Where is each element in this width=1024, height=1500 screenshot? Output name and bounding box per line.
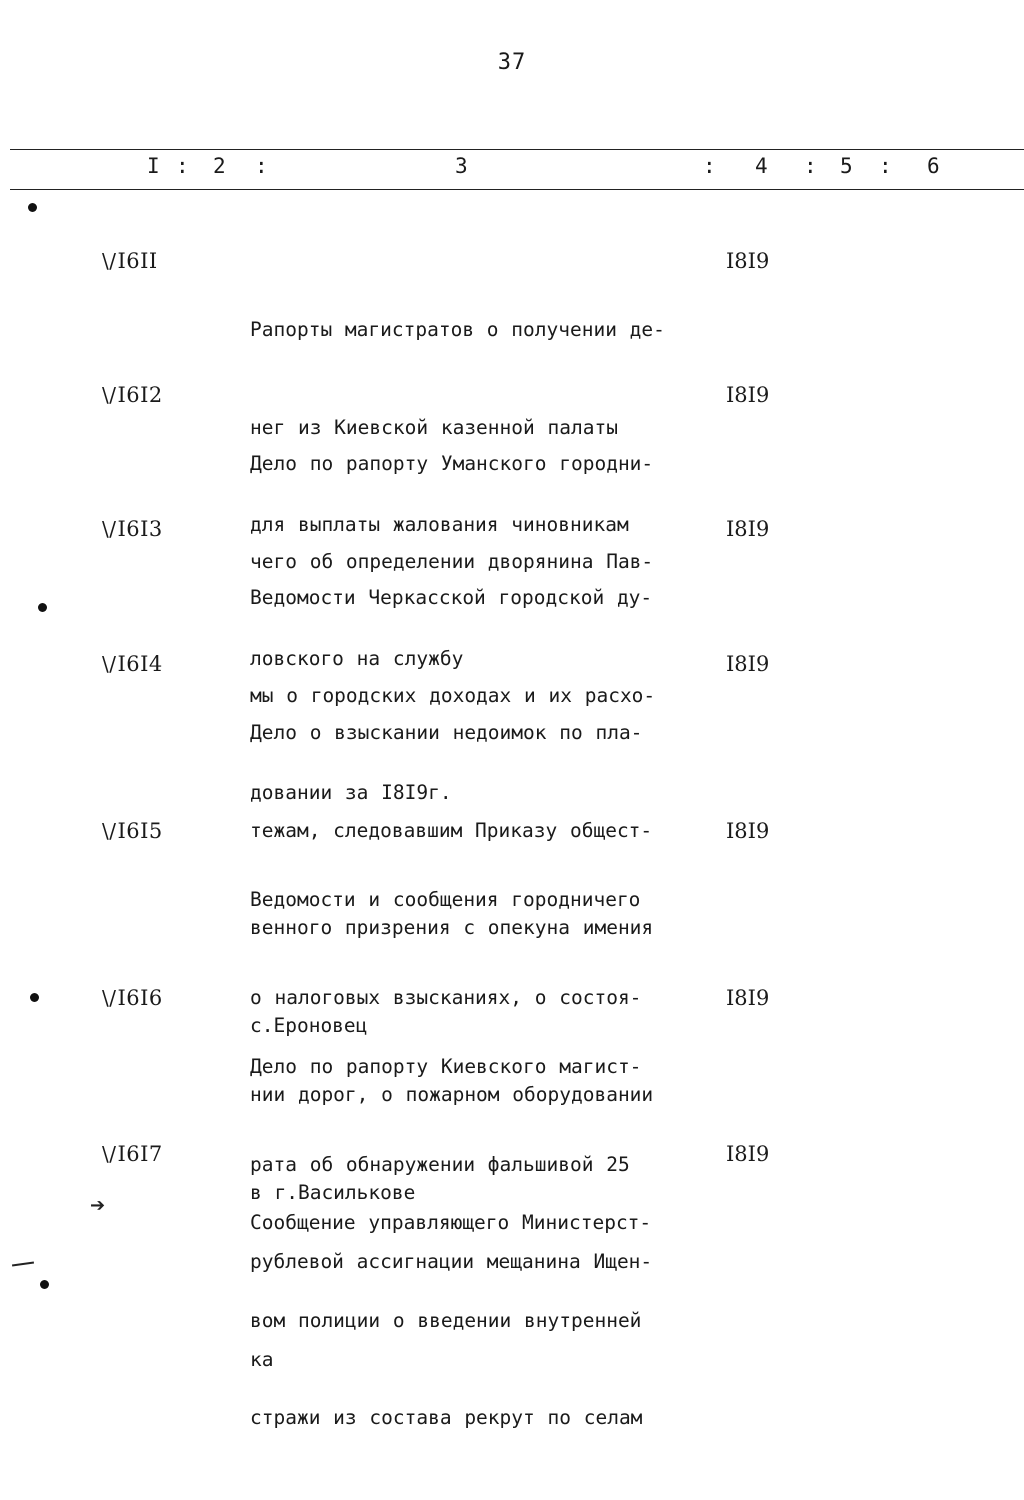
description-line: с.Ероновец	[250, 1013, 368, 1037]
item-number	[102, 986, 163, 1010]
item-number-text: I6I5	[117, 819, 163, 843]
table-top-rule	[10, 149, 1024, 150]
description-line: довании за I8I9г.	[250, 781, 452, 804]
column-separator: :	[879, 154, 892, 178]
column-header-5: 5	[840, 154, 853, 178]
item-number-text: I6I4	[117, 652, 163, 676]
item-number	[102, 652, 163, 676]
item-year: I8I9	[726, 819, 770, 843]
item-number	[102, 819, 163, 843]
description-line: мы о городских доходах и их расхо-	[250, 683, 656, 707]
description-line: Дело о взыскании недоимок по пла-	[250, 721, 643, 744]
item-number-text: I6I7	[117, 1142, 163, 1166]
item-year: I8I9	[726, 1142, 770, 1166]
column-header-2: 2	[213, 154, 226, 178]
item-number	[102, 383, 163, 407]
checkmark-icon: \/	[102, 517, 117, 541]
description-line: тежам, следовавшим Приказу общест-	[250, 818, 653, 842]
column-header-3: 3	[455, 154, 468, 178]
item-number-text: I6II	[117, 249, 158, 273]
item-number	[102, 249, 158, 273]
description-line: венного призрения с опекуна имения	[250, 916, 654, 939]
page-number: 37	[497, 50, 527, 75]
item-number-text: I6I3	[117, 517, 163, 541]
column-header-4: 4	[755, 154, 768, 178]
binder-hole-mark	[28, 203, 37, 212]
description-line: стражи из состава рекрут по селам	[250, 1406, 643, 1429]
column-header-6: 6	[927, 154, 940, 178]
item-number-text: I6I6	[117, 986, 163, 1010]
description-line: для выплаты жалования чиновникам	[250, 513, 629, 536]
column-separator: :	[176, 154, 189, 178]
item-number	[102, 1142, 163, 1166]
item-year: I8I9	[726, 383, 770, 407]
column-header-1: I	[147, 154, 160, 178]
description-line: вом полиции о введении внутренней	[250, 1308, 642, 1332]
description-line: о налоговых взысканиях, о состоя-	[250, 985, 642, 1009]
pencil-stroke-mark	[12, 1261, 34, 1266]
column-header-row	[0, 154, 1024, 184]
item-year: I8I9	[726, 652, 770, 676]
item-description	[250, 1142, 700, 1500]
description-line: чего об определении дворянина Пав-	[250, 549, 654, 573]
description-line: рублевой ассигнации мещанина Ищен-	[250, 1250, 653, 1273]
table-header-rule	[10, 189, 1024, 190]
item-number	[102, 517, 163, 541]
description-line: Сообщение управляющего Министерст-	[250, 1211, 652, 1234]
binder-hole-mark	[38, 603, 47, 612]
checkmark-icon: \/	[102, 652, 117, 676]
item-year: I8I9	[726, 986, 770, 1010]
binder-hole-mark	[30, 993, 39, 1002]
column-separator: :	[703, 154, 716, 178]
description-line: Дело по рапорту Уманского городни-	[250, 452, 654, 475]
checkmark-icon: \/	[102, 383, 117, 407]
description-line: в г.Василькове	[250, 1180, 416, 1204]
description-line: нег из Киевской казенной палаты	[250, 415, 618, 439]
checkmark-icon: \/	[102, 1142, 117, 1166]
description-line: Дело по рапорту Киевского магист-	[250, 1055, 642, 1078]
column-separator: :	[255, 154, 268, 178]
description-line: Ведомости и сообщения городничего	[250, 888, 641, 911]
description-line: Ведомости Черкасской городской ду-	[250, 586, 653, 609]
item-year: I8I9	[726, 249, 770, 273]
description-line: нии дорог, о пожарном оборудовании	[250, 1083, 654, 1106]
description-line: ка	[250, 1347, 274, 1371]
item-number-text: I6I2	[117, 383, 163, 407]
binder-hole-mark	[40, 1280, 49, 1289]
column-separator: :	[804, 154, 817, 178]
checkmark-icon: \/	[102, 819, 117, 843]
item-year: I8I9	[726, 517, 770, 541]
description-line: рата об обнаружении фальшивой 25	[250, 1152, 630, 1176]
description-line: Рапорты магистратов о получении де-	[250, 318, 665, 341]
description-line: ловского на службу	[250, 647, 464, 670]
checkmark-icon: \/	[102, 249, 117, 273]
pencil-mark-icon: ➔	[90, 1195, 106, 1216]
checkmark-icon: \/	[102, 986, 117, 1010]
